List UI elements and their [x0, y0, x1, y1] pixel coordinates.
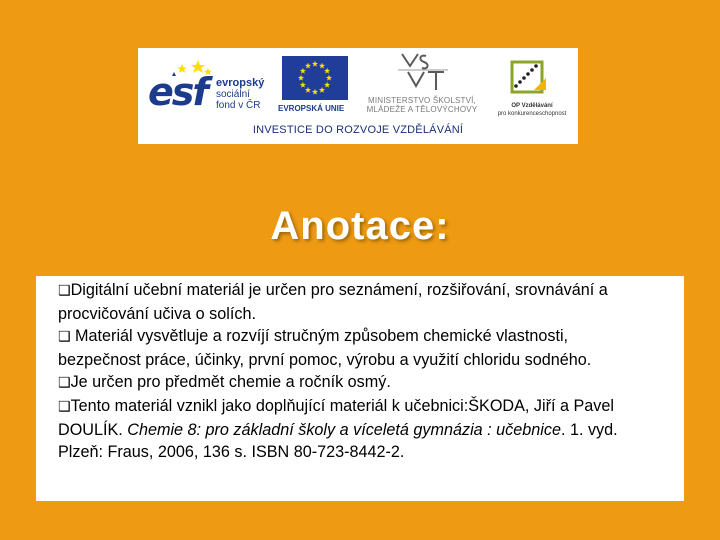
msmt-line-1: MINISTERSTVO ŠKOLSTVÍ,	[368, 96, 476, 105]
esf-line-3: fond v ČR	[216, 100, 261, 111]
checkbox-bullet-icon: ❑	[58, 283, 71, 299]
eu-star-icon	[298, 75, 304, 81]
eu-star-icon	[305, 63, 311, 69]
checkbox-bullet-icon: ❑	[58, 375, 71, 392]
esf-line-2: sociální	[216, 89, 250, 100]
bullet-text-after: . 1. vyd. Plzeň: Fraus, 2006, 136 s. ISBN 80-723-8442-2.	[58, 420, 618, 462]
msmt-line-2: MLÁDEŽE A TĚLOVÝCHOVY	[366, 105, 478, 114]
eu-star-icon	[324, 82, 330, 88]
eu-star-icon	[305, 87, 311, 93]
op-label	[486, 102, 578, 118]
slide-title: Anotace:	[270, 204, 450, 248]
eu-logo	[278, 56, 352, 120]
eu-label: EVROPSKÁ UNIE	[278, 104, 345, 113]
eu-star-icon	[324, 68, 330, 74]
esf-mark: esf	[148, 70, 207, 114]
banner-tagline: INVESTICE DO ROZVOJE VZDĚLÁVÁNÍ	[252, 124, 464, 136]
eu-flag-icon	[282, 56, 348, 100]
annotation-text	[58, 279, 650, 464]
eu-star-icon	[319, 63, 325, 69]
msmt-logo	[358, 50, 486, 122]
bullet-item	[58, 371, 650, 395]
msmt-emblem-icon	[358, 50, 486, 96]
op-line-1: OP Vzdělávání	[511, 103, 553, 109]
eu-star-icon	[300, 82, 306, 88]
eu-star-icon	[312, 89, 318, 95]
esf-line-1: evropský	[216, 77, 265, 89]
bullet-item	[58, 279, 650, 325]
eu-star-icon	[326, 75, 332, 81]
bullet-item	[58, 325, 650, 371]
bullet-text-before: Tento materiál vznikl jako doplňující materiál k učebnici:ŠKODA, Jiří a Pavel DOULÍK.	[58, 396, 614, 439]
msmt-label	[358, 96, 486, 114]
checkbox-bullet-icon: ❑	[58, 398, 71, 415]
bullet-text: Materiál vysvětluje a rozvíjí stručným způsobem chemické vlastnosti, bezpečnost práce, účinky, první pomoc, výrobu a využití chloridu sodného.	[58, 327, 592, 369]
checkbox-bullet-icon: ❑	[58, 329, 71, 346]
op-line-2: pro konkurenceschopnost	[497, 111, 567, 117]
eu-star-icon	[319, 87, 325, 93]
bullet-item	[58, 395, 650, 464]
book-title: Chemie 8: pro základní školy a víceletá gymnázia : učebnice	[127, 420, 561, 439]
eu-star-icon	[300, 68, 306, 74]
logo-banner	[138, 48, 578, 144]
eu-star-icon	[312, 61, 318, 67]
op-emblem-icon	[486, 56, 576, 100]
bullet-text: Je určen pro předmět chemie a ročník osmý.	[70, 373, 391, 392]
bullet-text: Digitální učební materiál je určen pro seznámení, rozšiřování, srovnávání a procvičování učiva o solích.	[58, 281, 608, 323]
esf-text	[216, 78, 272, 111]
op-logo	[486, 56, 576, 120]
esf-logo	[148, 56, 266, 120]
